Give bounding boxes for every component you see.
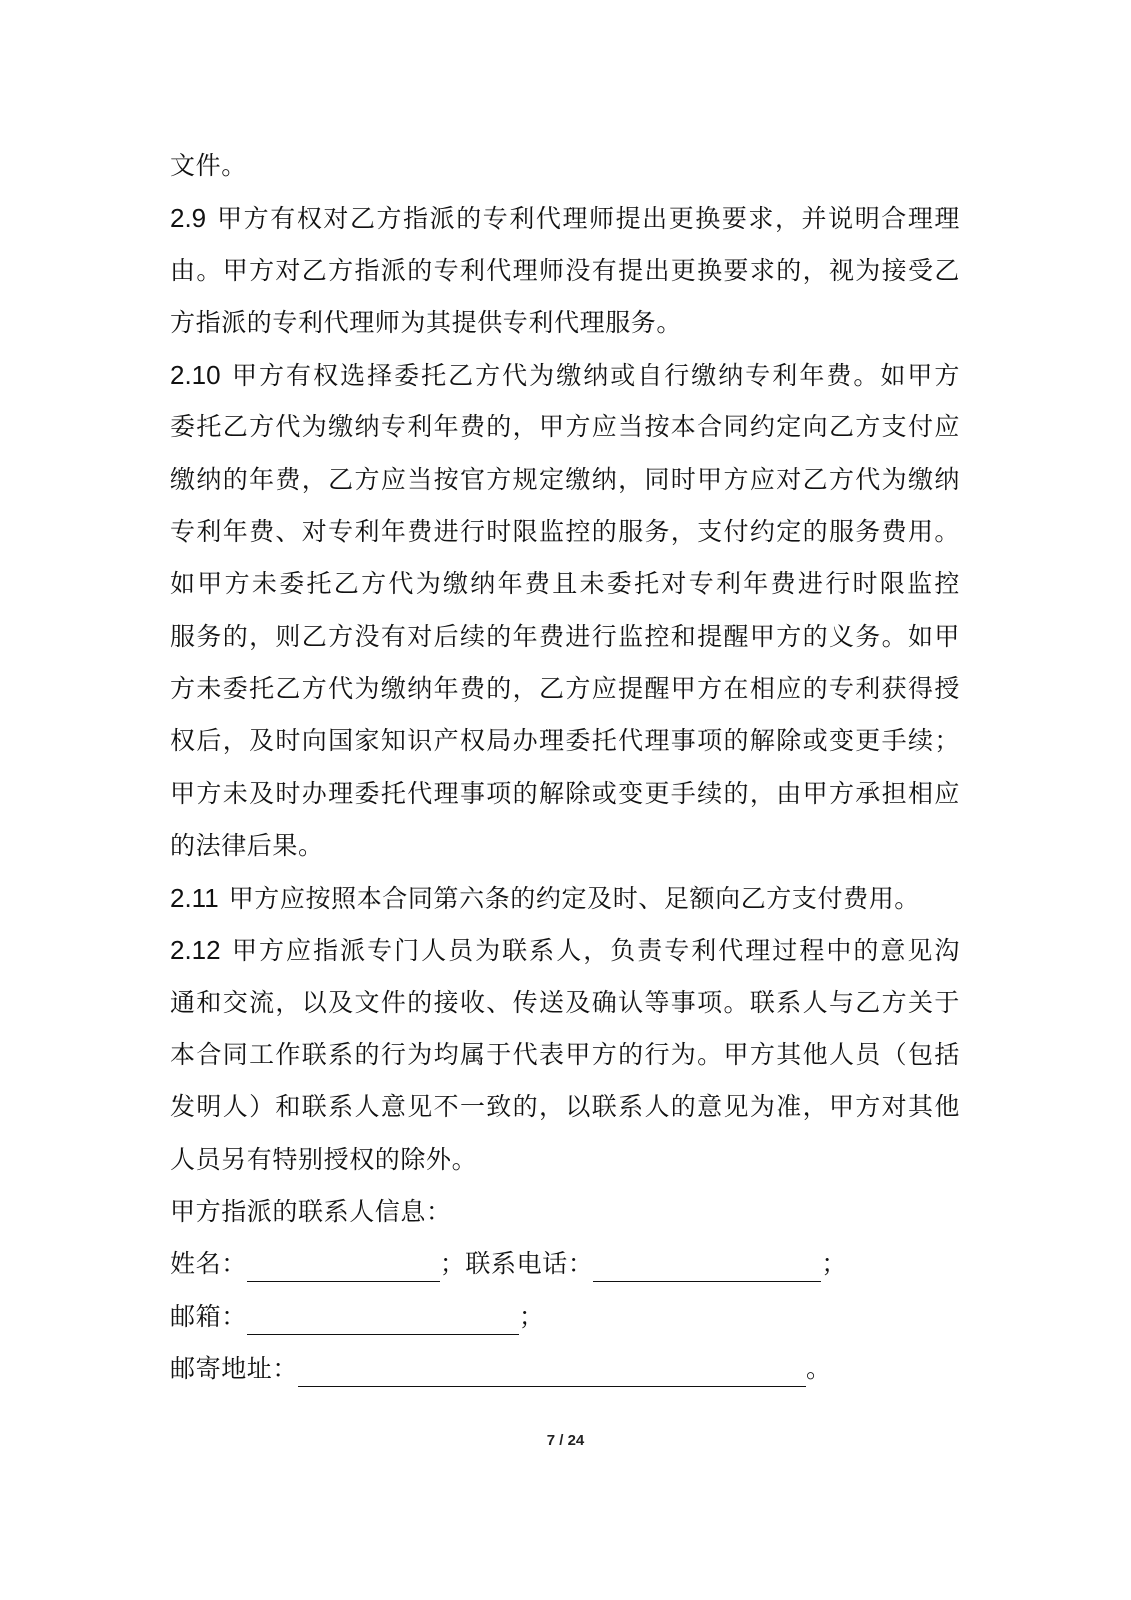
clause-2-9-line xyxy=(170,192,960,244)
paragraph-line: 通和交流，以及文件的接收、传送及确认等事项。联系人与乙方关于 xyxy=(170,987,960,1017)
paragraph-text: 甲方应指派专门人员为联系人，负责专利代理过程中的意见沟 xyxy=(230,936,960,966)
paragraph-line: 方指派的专利代理师为其提供专利代理服务。 xyxy=(170,307,683,337)
email-blank-field[interactable] xyxy=(247,1304,519,1335)
paragraph-line: 权后，及时向国家知识产权局办理委托代理事项的解除或变更手续； xyxy=(170,726,960,756)
phone-end-punct: ； xyxy=(821,1249,848,1279)
paragraph-line: 缴纳的年费，乙方应当按官方规定缴纳，同时甲方应对乙方代为缴纳 xyxy=(170,464,960,494)
clause-2-10-line xyxy=(170,349,960,401)
clause-number: 2.11 xyxy=(170,883,219,914)
address-blank-field[interactable] xyxy=(298,1356,806,1387)
paragraph-line: 方未委托乙方代为缴纳年费的，乙方应提醒甲方在相应的专利获得授 xyxy=(170,673,960,703)
paragraph-line: 文件。 xyxy=(170,151,247,180)
clause-number: 2.10 xyxy=(170,360,221,391)
clause-number: 2.9 xyxy=(170,203,207,234)
email-label: 邮箱： xyxy=(170,1301,247,1331)
clause-2-11-line xyxy=(170,872,960,924)
document-page xyxy=(170,140,960,1395)
paragraph-line: 的法律后果。 xyxy=(170,830,324,860)
paragraph-text: 甲方有权选择委托乙方代为缴纳或自行缴纳专利年费。如甲方 xyxy=(230,361,960,391)
phone-blank-field[interactable] xyxy=(593,1251,821,1282)
contact-name-phone-row xyxy=(170,1238,960,1290)
paragraph-line: 服务的，则乙方没有对后续的年费进行监控和提醒甲方的义务。如甲 xyxy=(170,621,960,651)
address-label: 邮寄地址： xyxy=(170,1353,299,1383)
address-end-punct: 。 xyxy=(806,1353,832,1383)
contact-email-row xyxy=(170,1291,960,1343)
email-end-punct: ； xyxy=(518,1301,545,1331)
paragraph-text: 甲方有权对乙方指派的专利代理师提出更换要求，并说明合理理 xyxy=(216,204,960,234)
clause-number: 2.12 xyxy=(170,935,221,966)
paragraph-line: 由。甲方对乙方指派的专利代理师没有提出更换要求的，视为接受乙 xyxy=(170,255,960,285)
paragraph-line: 专利年费、对专利年费进行时限监控的服务，支付约定的服务费用。 xyxy=(170,517,960,547)
paragraph-line: 甲方未及时办理委托代理事项的解除或变更手续的，由甲方承担相应 xyxy=(170,778,960,808)
paragraph-line: 发明人）和联系人意见不一致的，以联系人的意见为准，甲方对其他 xyxy=(170,1092,960,1122)
contact-address-row xyxy=(170,1343,960,1395)
clause-2-12-line xyxy=(170,924,960,976)
paragraph-line: 甲方指派的联系人信息： xyxy=(170,1196,452,1226)
paragraph-line: 本合同工作联系的行为均属于代表甲方的行为。甲方其他人员（包括 xyxy=(170,1040,960,1070)
page-indicator: 7 / 24 xyxy=(546,1432,585,1449)
paragraph-line: 人员另有特别授权的除外。 xyxy=(170,1144,478,1174)
paragraph-line: 委托乙方代为缴纳专利年费的，甲方应当按本合同约定向乙方支付应 xyxy=(170,412,960,442)
name-label: 姓名： xyxy=(170,1249,247,1279)
phone-label: ；联系电话： xyxy=(439,1249,594,1279)
name-blank-field[interactable] xyxy=(247,1251,440,1282)
paragraph-line: 如甲方未委托乙方代为缴纳年费且未委托对专利年费进行时限监控 xyxy=(170,569,960,599)
paragraph-text: 甲方应按照本合同第六条的约定及时、足额向乙方支付费用。 xyxy=(228,884,920,914)
